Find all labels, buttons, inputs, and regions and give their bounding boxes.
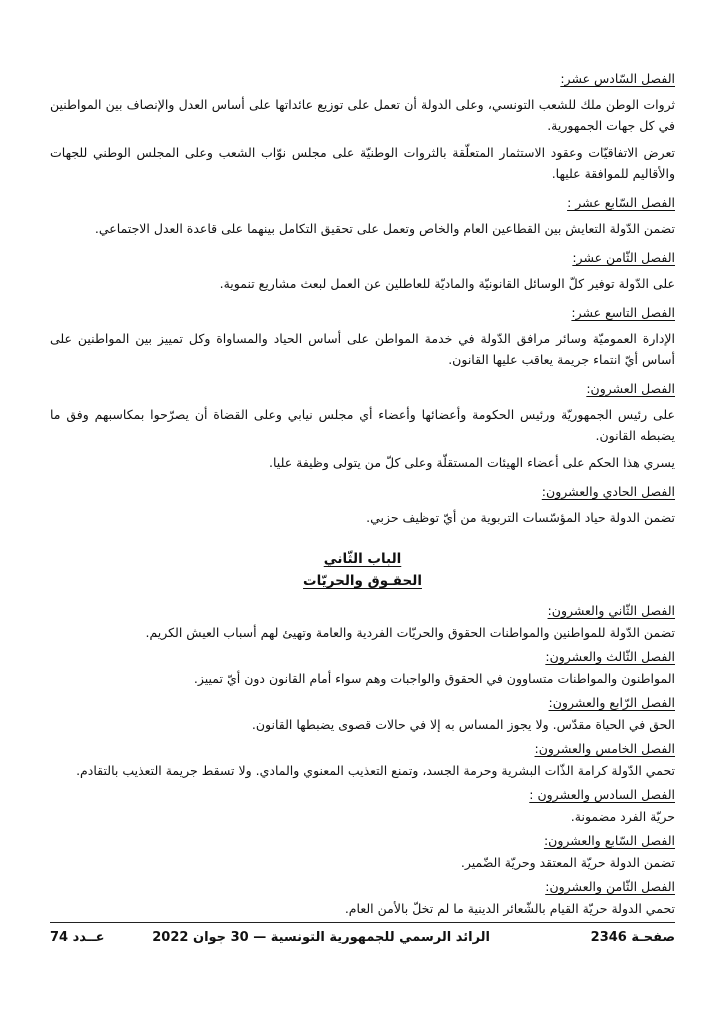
article-heading: الفصل العشرون: [586,381,675,396]
article [50,646,675,689]
article [50,738,675,781]
article-heading: الفصل السّابع عشر : [567,195,675,210]
article-heading: الفصل الحادي والعشرون: [541,484,675,499]
article-paragraph: يسري هذا الحكم على أعضاء الهيئات المستقلّة وعلى كلّ من يتولى وظيفة عليا. [269,455,675,470]
page-number: صفحـة 2346 [590,930,675,945]
article-paragraph: على الدّولة توفير كلّ الوسائل القانونيّة والماديّة للعاطلين عن العمل لبعث مشاريع تنموية. [219,276,675,291]
article-heading: الفصل السّابع والعشرون: [543,833,675,848]
journal-title: الرائد الرسمي للجمهورية التونسية — 30 جوان 2022 [152,930,490,945]
article [50,481,675,528]
article-paragraph: الإدارة العموميّة وسائر مرافق الدّولة في خدمة المواطن على أساس الحياد والمساواة وكل تمييز بين المواطنين على أساس أيّ انتماء جريمة يعاقب عليها القانون. [50,331,675,367]
footer-divider [50,922,675,923]
article [50,192,675,239]
article-paragraph: الحق في الحياة مقدّس. ولا يجوز المساس به إلا في حالات قصوى يضبطها القانون. [251,717,675,732]
article [50,876,675,919]
article [50,692,675,735]
document-body [50,68,675,922]
article-heading: الفصل التاسع عشر: [571,305,675,320]
article-paragraph: تضمن الدولة حياد المؤسّسات التربوية من أيّ توظيف حزبي. [366,510,675,525]
article-paragraph: حريّة الفرد مضمونة. [570,809,675,824]
article-paragraph: على رئيس الجمهوريّة ورئيس الحكومة وأعضائها وأعضاء أي مجلس نيابي وعلى القضاة أن يصرّحوا بمكاسبهم وفق ما يضبطه القانون. [50,407,675,443]
chapter-subtitle: الحقـوق والحريّات [303,573,422,589]
article-paragraph: تضمن الدولة حريّة المعتقد وحريّة الضّمير. [460,855,675,870]
article-paragraph: تضمن الدّولة للمواطنين والمواطنات الحقوق والحريّات الفردية والعامة وتهيئ لهم أسباب العيش الكريم. [145,625,675,640]
article-heading: الفصل الثّامن عشر: [572,250,675,265]
article [50,784,675,827]
article-paragraph: تعرض الاتفاقيّات وعقود الاستثمار المتعلّقة بالثروات الوطنيّة على مجلس نوّاب الشعب وعلى المجلس الوطني للجهات والأقاليم للموافقة عليها. [50,145,675,181]
article-heading: الفصل السادس والعشرون : [529,787,675,802]
article [50,68,675,184]
article [50,830,675,873]
article [50,378,675,473]
article-paragraph: تضمن الدّولة التعايش بين القطاعين العام والخاص وتعمل على تحقيق التكامل بينهما على قاعدة العدل الاجتماعي. [94,221,675,236]
article-paragraph: المواطنون والمواطنات متساوون في الحقوق والواجبات وهم سواء أمام القانون دون أيّ تمييز. [193,671,675,686]
article-heading: الفصل السّادس عشر: [560,71,675,86]
article [50,600,675,643]
chapter-1-articles [50,68,675,528]
issue-number: عــدد 74 [50,930,105,945]
article [50,302,675,370]
article-heading: الفصل الخامس والعشرون: [534,741,675,756]
article-paragraph: تحمي الدولة حريّة القيام بالشّعائر الدينية ما لم تخلّ بالأمن العام. [344,901,675,916]
page-footer [50,930,675,948]
article-paragraph: تحمي الدّولة كرامة الذّات البشرية وحرمة الجسد، وتمنع التعذيب المعنوي والمادي. ولا تسقط جريمة التعذيب بالتقادم. [76,763,675,778]
article-paragraph: ثروات الوطن ملك للشعب التونسي، وعلى الدولة أن تعمل على توزيع عائداتها على أساس العدل والإنصاف بين المواطنين في كل جهات الجمهورية. [50,97,675,133]
chapter-2-articles [50,600,675,919]
article-heading: الفصل الثّاني والعشرون: [547,603,675,618]
article-heading: الفصل الرّابع والعشرون: [548,695,675,710]
article-heading: الفصل الثّالث والعشرون: [545,649,675,664]
chapter-heading [50,548,675,592]
chapter-title: الباب الثّاني [323,551,402,567]
article-heading: الفصل الثّامن والعشرون: [545,879,675,894]
article [50,247,675,294]
